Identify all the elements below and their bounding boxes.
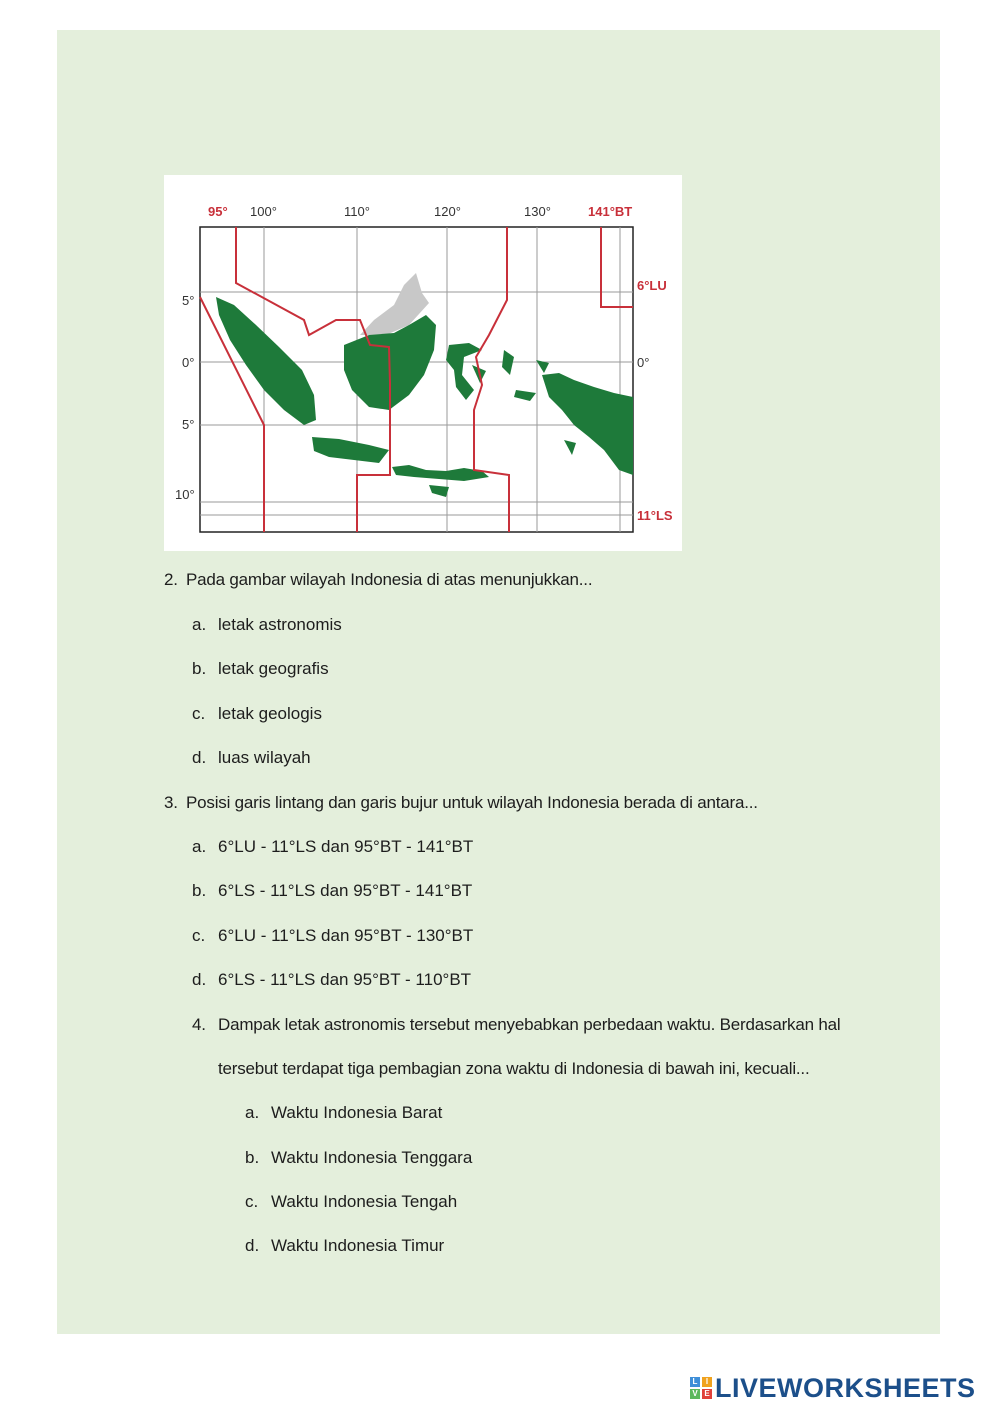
lon-label: 141°BT [588, 204, 633, 219]
logo-letter: V [690, 1389, 700, 1399]
liveworksheets-logo [690, 1372, 976, 1404]
lon-label: 95° [208, 204, 228, 219]
option-4d[interactable] [245, 1235, 444, 1257]
question-text-line1: Dampak letak astronomis tersebut menyebabkan perbedaan waktu. Berdasarkan hal [218, 1015, 841, 1034]
lon-label: 120° [434, 204, 461, 219]
indonesia-map [164, 175, 682, 551]
option-2a[interactable] [192, 614, 342, 636]
option-letter: d. [192, 748, 207, 767]
logo-icon [690, 1377, 712, 1399]
option-text: luas wilayah [218, 748, 311, 767]
logo-letter: L [690, 1377, 700, 1387]
option-text: 6°LU - 11°LS dan 95°BT - 130°BT [218, 926, 474, 945]
option-3b[interactable] [192, 880, 472, 902]
option-letter: d. [192, 970, 207, 989]
option-letter: b. [245, 1148, 260, 1167]
question-4 [192, 1014, 840, 1036]
option-text: Waktu Indonesia Barat [271, 1103, 443, 1122]
lon-label: 110° [344, 204, 370, 219]
option-letter: b. [192, 881, 207, 900]
question-number: 2. [164, 570, 178, 589]
lat-label-right: 11°LS [637, 508, 673, 523]
option-2b[interactable] [192, 658, 329, 680]
option-letter: c. [192, 704, 206, 723]
option-text: 6°LU - 11°LS dan 95°BT - 141°BT [218, 837, 474, 856]
question-text: Posisi garis lintang dan garis bujur untuk wilayah Indonesia berada di antara... [186, 793, 758, 812]
option-letter: b. [192, 659, 207, 678]
option-3a[interactable] [192, 836, 473, 858]
option-text: Waktu Indonesia Tenggara [271, 1148, 473, 1167]
option-letter: a. [245, 1103, 260, 1122]
lat-label-right: 6°LU [637, 278, 667, 293]
question-3 [164, 792, 758, 814]
option-text: Waktu Indonesia Tengah [271, 1192, 458, 1211]
lat-label-right: 0° [637, 355, 650, 370]
lat-label: 10° [175, 487, 195, 502]
option-2c[interactable] [192, 703, 322, 725]
question-number: 4. [192, 1015, 206, 1034]
lat-label: 0° [182, 355, 195, 370]
option-letter: d. [245, 1236, 260, 1255]
lon-label: 130° [524, 204, 551, 219]
option-4c[interactable] [245, 1191, 457, 1213]
question-text-line2: tersebut terdapat tiga pembagian zona waktu di Indonesia di bawah ini, kecuali... [218, 1059, 810, 1078]
option-text: 6°LS - 11°LS dan 95°BT - 141°BT [218, 881, 473, 900]
option-text: 6°LS - 11°LS dan 95°BT - 110°BT [218, 970, 472, 989]
question-number: 3. [164, 793, 178, 812]
option-letter: a. [192, 837, 207, 856]
map-svg [164, 175, 682, 551]
lat-label: 5° [182, 293, 195, 308]
option-text: Waktu Indonesia Timur [271, 1236, 445, 1255]
option-text: letak astronomis [218, 615, 342, 634]
option-text: letak geografis [218, 659, 329, 678]
option-letter: a. [192, 615, 207, 634]
option-letter: c. [245, 1192, 259, 1211]
logo-letter: I [702, 1377, 712, 1387]
option-3d[interactable] [192, 969, 471, 991]
option-4b[interactable] [245, 1147, 472, 1169]
question-4-continued [218, 1058, 809, 1080]
option-3c[interactable] [192, 925, 473, 947]
question-2 [164, 569, 592, 591]
lat-label: 5° [182, 417, 195, 432]
option-2d[interactable] [192, 747, 311, 769]
question-text: Pada gambar wilayah Indonesia di atas menunjukkan... [186, 570, 593, 589]
logo-letter: E [702, 1389, 712, 1399]
lon-label: 100° [250, 204, 277, 219]
option-4a[interactable] [245, 1102, 442, 1124]
option-letter: c. [192, 926, 206, 945]
brand-name: LIVEWORKSHEETS [715, 1372, 976, 1403]
option-text: letak geologis [218, 704, 322, 723]
